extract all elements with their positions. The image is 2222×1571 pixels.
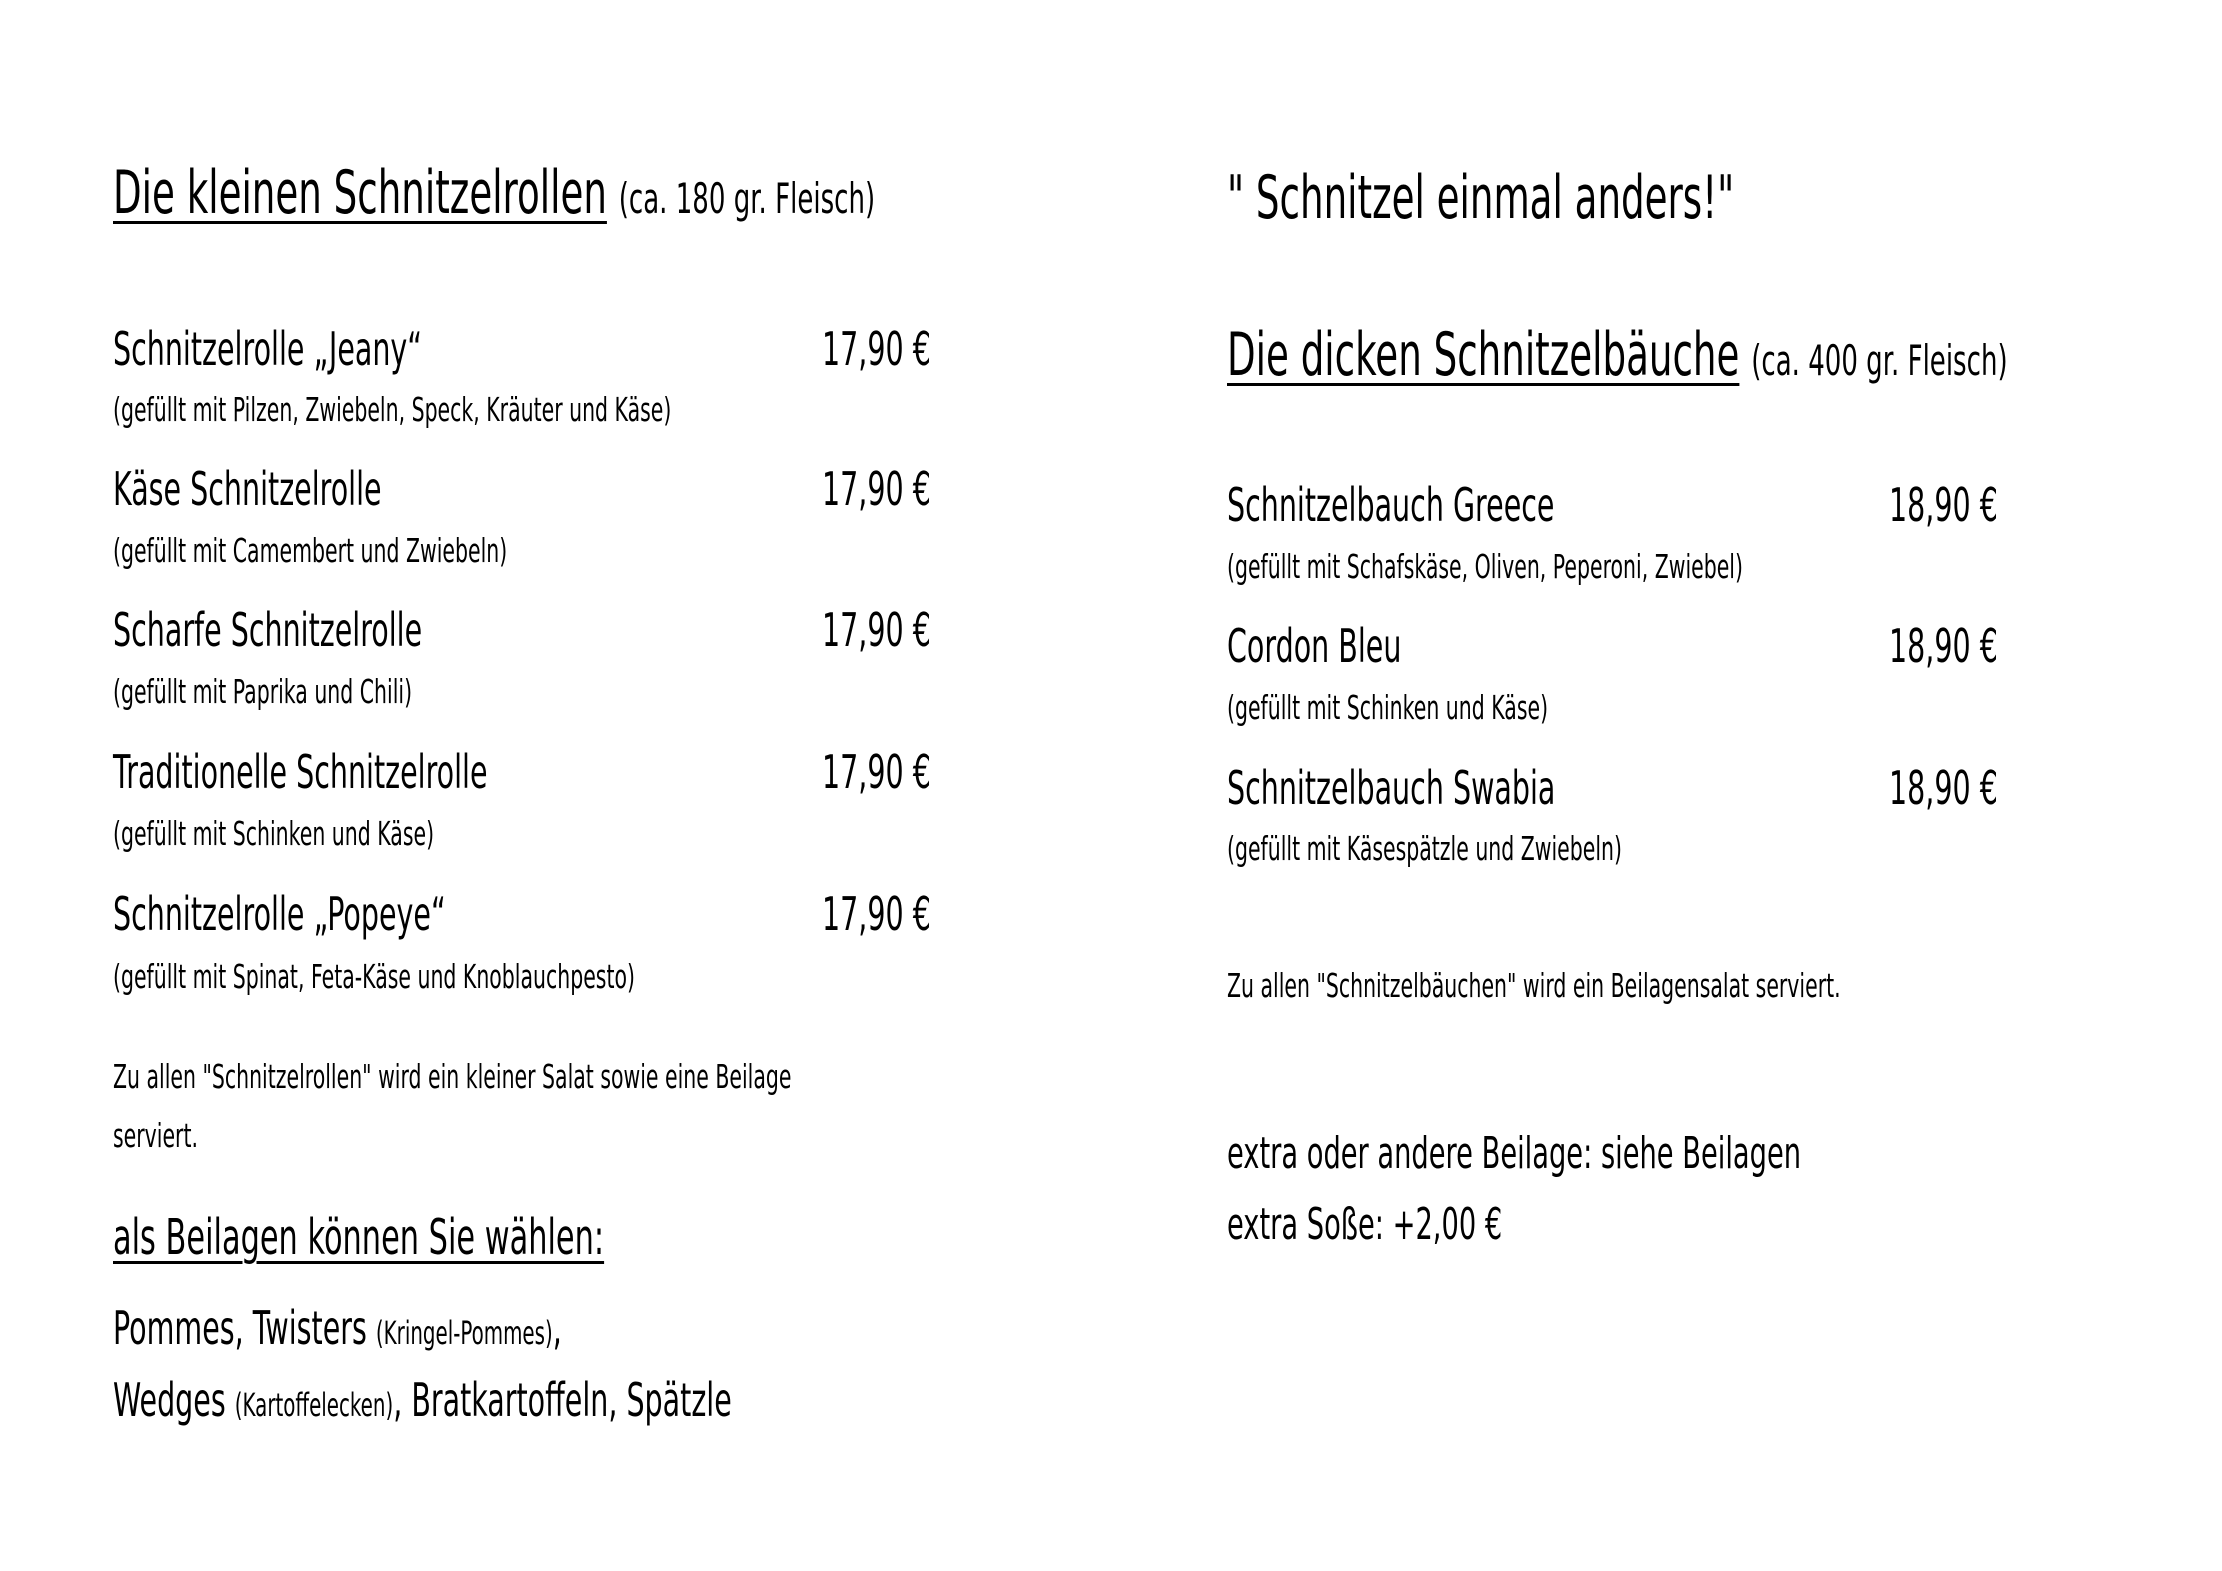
menu-item-description: (gefüllt mit Camembert und Zwiebeln) xyxy=(113,531,508,570)
menu-item-description: (gefüllt mit Schafskäse, Oliven, Peperoni, Zwiebel) xyxy=(1227,547,1743,586)
menu-item-price: 17,90 € xyxy=(822,322,931,376)
menu-item-price: 18,90 € xyxy=(1889,478,1998,532)
section-note: Zu allen "Schnitzelbäuchen" wird ein Beilagensalat serviert. xyxy=(1227,966,1841,1005)
heading-weight-note: (ca. 400 gr. Fleisch) xyxy=(1751,336,2008,385)
menu-item-description: (gefüllt mit Paprika und Chili) xyxy=(113,672,413,711)
sides-list-line: Wedges (Kartoffelecken), Bratkartoffeln, Spätzle xyxy=(113,1373,732,1427)
heading-title: Die dicken Schnitzelbäuche xyxy=(1227,320,1740,390)
slogan: " Schnitzel einmal anders!" xyxy=(1227,163,1735,233)
extra-sides-info: extra oder andere Beilage: siehe Beilagen xyxy=(1227,1128,1802,1179)
menu-item-name: Scharfe Schnitzelrolle xyxy=(113,603,423,657)
menu-item-name: Schnitzelbauch Swabia xyxy=(1227,761,1556,815)
menu-item-description: (gefüllt mit Käsespätzle und Zwiebeln) xyxy=(1227,829,1622,868)
menu-item-price: 17,90 € xyxy=(822,745,931,799)
sides-heading: als Beilagen können Sie wählen: xyxy=(113,1209,605,1266)
menu-item-price: 17,90 € xyxy=(822,887,931,941)
heading-title: Die kleinen Schnitzelrollen xyxy=(113,158,607,228)
menu-item-description: (gefüllt mit Schinken und Käse) xyxy=(1227,688,1549,727)
section-note-continued: serviert. xyxy=(113,1116,198,1155)
section-note: Zu allen "Schnitzelrollen" wird ein kleiner Salat sowie eine Beilage xyxy=(113,1057,792,1096)
menu-item-name: Cordon Bleu xyxy=(1227,619,1402,673)
menu-item-price: 17,90 € xyxy=(822,603,931,657)
menu-item-name: Schnitzelrolle „Popeye“ xyxy=(113,887,446,941)
heading-weight-note: (ca. 180 gr. Fleisch) xyxy=(618,174,876,223)
section-heading-schnitzelbaeuche xyxy=(1227,320,2222,391)
menu-item-name: Schnitzelbauch Greece xyxy=(1227,478,1555,532)
menu-item-description: (gefüllt mit Schinken und Käse) xyxy=(113,814,435,853)
menu-item-name: Traditionelle Schnitzelrolle xyxy=(113,745,488,799)
menu-item-price: 18,90 € xyxy=(1889,761,1998,815)
section-heading-schnitzelrollen xyxy=(113,158,1342,229)
menu-item-description: (gefüllt mit Spinat, Feta-Käse und Knoblauchpesto) xyxy=(113,957,635,996)
sides-list-line: Pommes, Twisters (Kringel-Pommes), xyxy=(113,1301,562,1355)
extra-sauce-info: extra Soße: +2,00 € xyxy=(1227,1199,1503,1250)
menu-item-price: 18,90 € xyxy=(1889,619,1998,673)
menu-item-description: (gefüllt mit Pilzen, Zwiebeln, Speck, Kräuter und Käse) xyxy=(113,390,672,429)
menu-item-name: Schnitzelrolle „Jeany“ xyxy=(113,322,423,376)
menu-item-name: Käse Schnitzelrolle xyxy=(113,462,382,516)
menu-item-price: 17,90 € xyxy=(822,462,931,516)
